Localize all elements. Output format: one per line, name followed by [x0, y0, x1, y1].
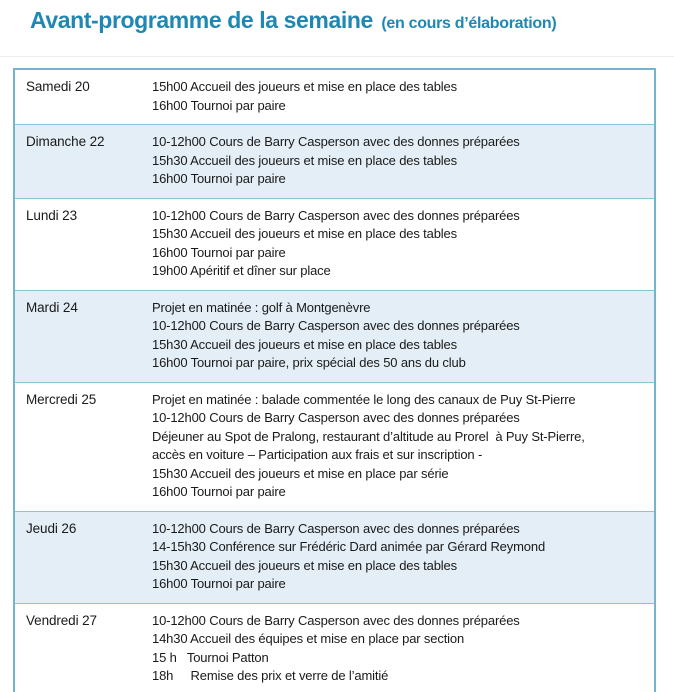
activity-line: 15h00 Accueil des joueurs et mise en place des tables: [152, 79, 457, 94]
day-activities: [152, 133, 648, 189]
activity-line: 10-12h00 Cours de Barry Casperson avec des donnes préparées: [152, 318, 520, 333]
page-title: Avant-programme de la semaine: [30, 7, 373, 33]
activity-line: 10-12h00 Cours de Barry Casperson avec des donnes préparées: [152, 207, 520, 223]
activity-line: 15h30 Accueil des joueurs et mise en place des tables: [152, 557, 457, 573]
day-activities: [152, 391, 648, 502]
activity-line: 10-12h00 Cours de Barry Casperson avec des donnes préparées: [152, 410, 520, 425]
day-activities: [152, 299, 648, 373]
day-label: Lundi 23: [26, 207, 77, 223]
activity-line: 16h00 Tournoi par paire: [152, 576, 286, 591]
weekly-schedule-table: [13, 68, 656, 692]
day-activities: [152, 520, 648, 594]
day-label: Jeudi 26: [26, 520, 77, 536]
page-subtitle: (en cours d’élaboration): [381, 15, 557, 32]
schedule-row-lundi-23: [15, 198, 654, 290]
activity-line: 18h Remise des prix et verre de l’amitié: [152, 668, 389, 683]
activity-line: Projet en matinée : balade commentée le long des canaux de Puy St-Pierre: [152, 391, 576, 407]
schedule-row-jeudi-26: [15, 511, 654, 603]
activity-line: 16h00 Tournoi par paire: [152, 97, 286, 113]
activity-line: 15 h Tournoi Patton: [152, 649, 269, 665]
activity-line: 15h30 Accueil des joueurs et mise en place des tables: [152, 336, 457, 352]
header-divider: [0, 56, 674, 57]
day-label: Dimanche 22: [26, 134, 105, 149]
schedule-row-mercredi-25: [15, 382, 654, 511]
activity-line: 10-12h00 Cours de Barry Casperson avec des donnes préparées: [152, 520, 520, 536]
activity-line: 15h30 Accueil des joueurs et mise en place par série: [152, 465, 449, 481]
activity-line: 19h00 Apéritif et dîner sur place: [152, 263, 331, 278]
day-label: Vendredi 27: [26, 612, 97, 628]
schedule-row-samedi-20: [15, 70, 654, 124]
activity-line: 15h30 Accueil des joueurs et mise en place des tables: [152, 152, 457, 168]
activity-line: accès en voiture – Participation aux frais et sur inscription -: [152, 447, 483, 462]
activity-line: 16h00 Tournoi par paire: [152, 171, 286, 186]
activity-line: 16h00 Tournoi par paire: [152, 484, 286, 499]
activity-line: 16h00 Tournoi par paire, prix spécial des 50 ans du club: [152, 355, 466, 370]
activity-line: 15h30 Accueil des joueurs et mise en place des tables: [152, 226, 457, 241]
schedule-row-vendredi-27: [15, 603, 654, 692]
day-label: Samedi 20: [26, 79, 90, 94]
activity-line: 14h30 Accueil des équipes et mise en place par section: [152, 631, 465, 646]
day-label: Mercredi 25: [26, 391, 97, 407]
day-activities: [152, 78, 648, 115]
activity-line: Projet en matinée : golf à Montgenèvre: [152, 299, 371, 315]
day-activities: [152, 207, 648, 281]
day-activities: [152, 612, 648, 686]
page-header: [30, 7, 556, 34]
schedule-row-mardi-24: [15, 290, 654, 382]
activity-line: Déjeuner au Spot de Pralong, restaurant d’altitude au Prorel à Puy St-Pierre,: [152, 428, 585, 444]
activity-line: 10-12h00 Cours de Barry Casperson avec des donnes préparées: [152, 134, 520, 149]
day-label: Mardi 24: [26, 299, 78, 315]
activity-line: 14-15h30 Conférence sur Frédéric Dard animée par Gérard Reymond: [152, 539, 546, 554]
activity-line: 16h00 Tournoi par paire: [152, 244, 286, 260]
activity-line: 10-12h00 Cours de Barry Casperson avec des donnes préparées: [152, 612, 520, 628]
schedule-row-dimanche-22: [15, 124, 654, 198]
